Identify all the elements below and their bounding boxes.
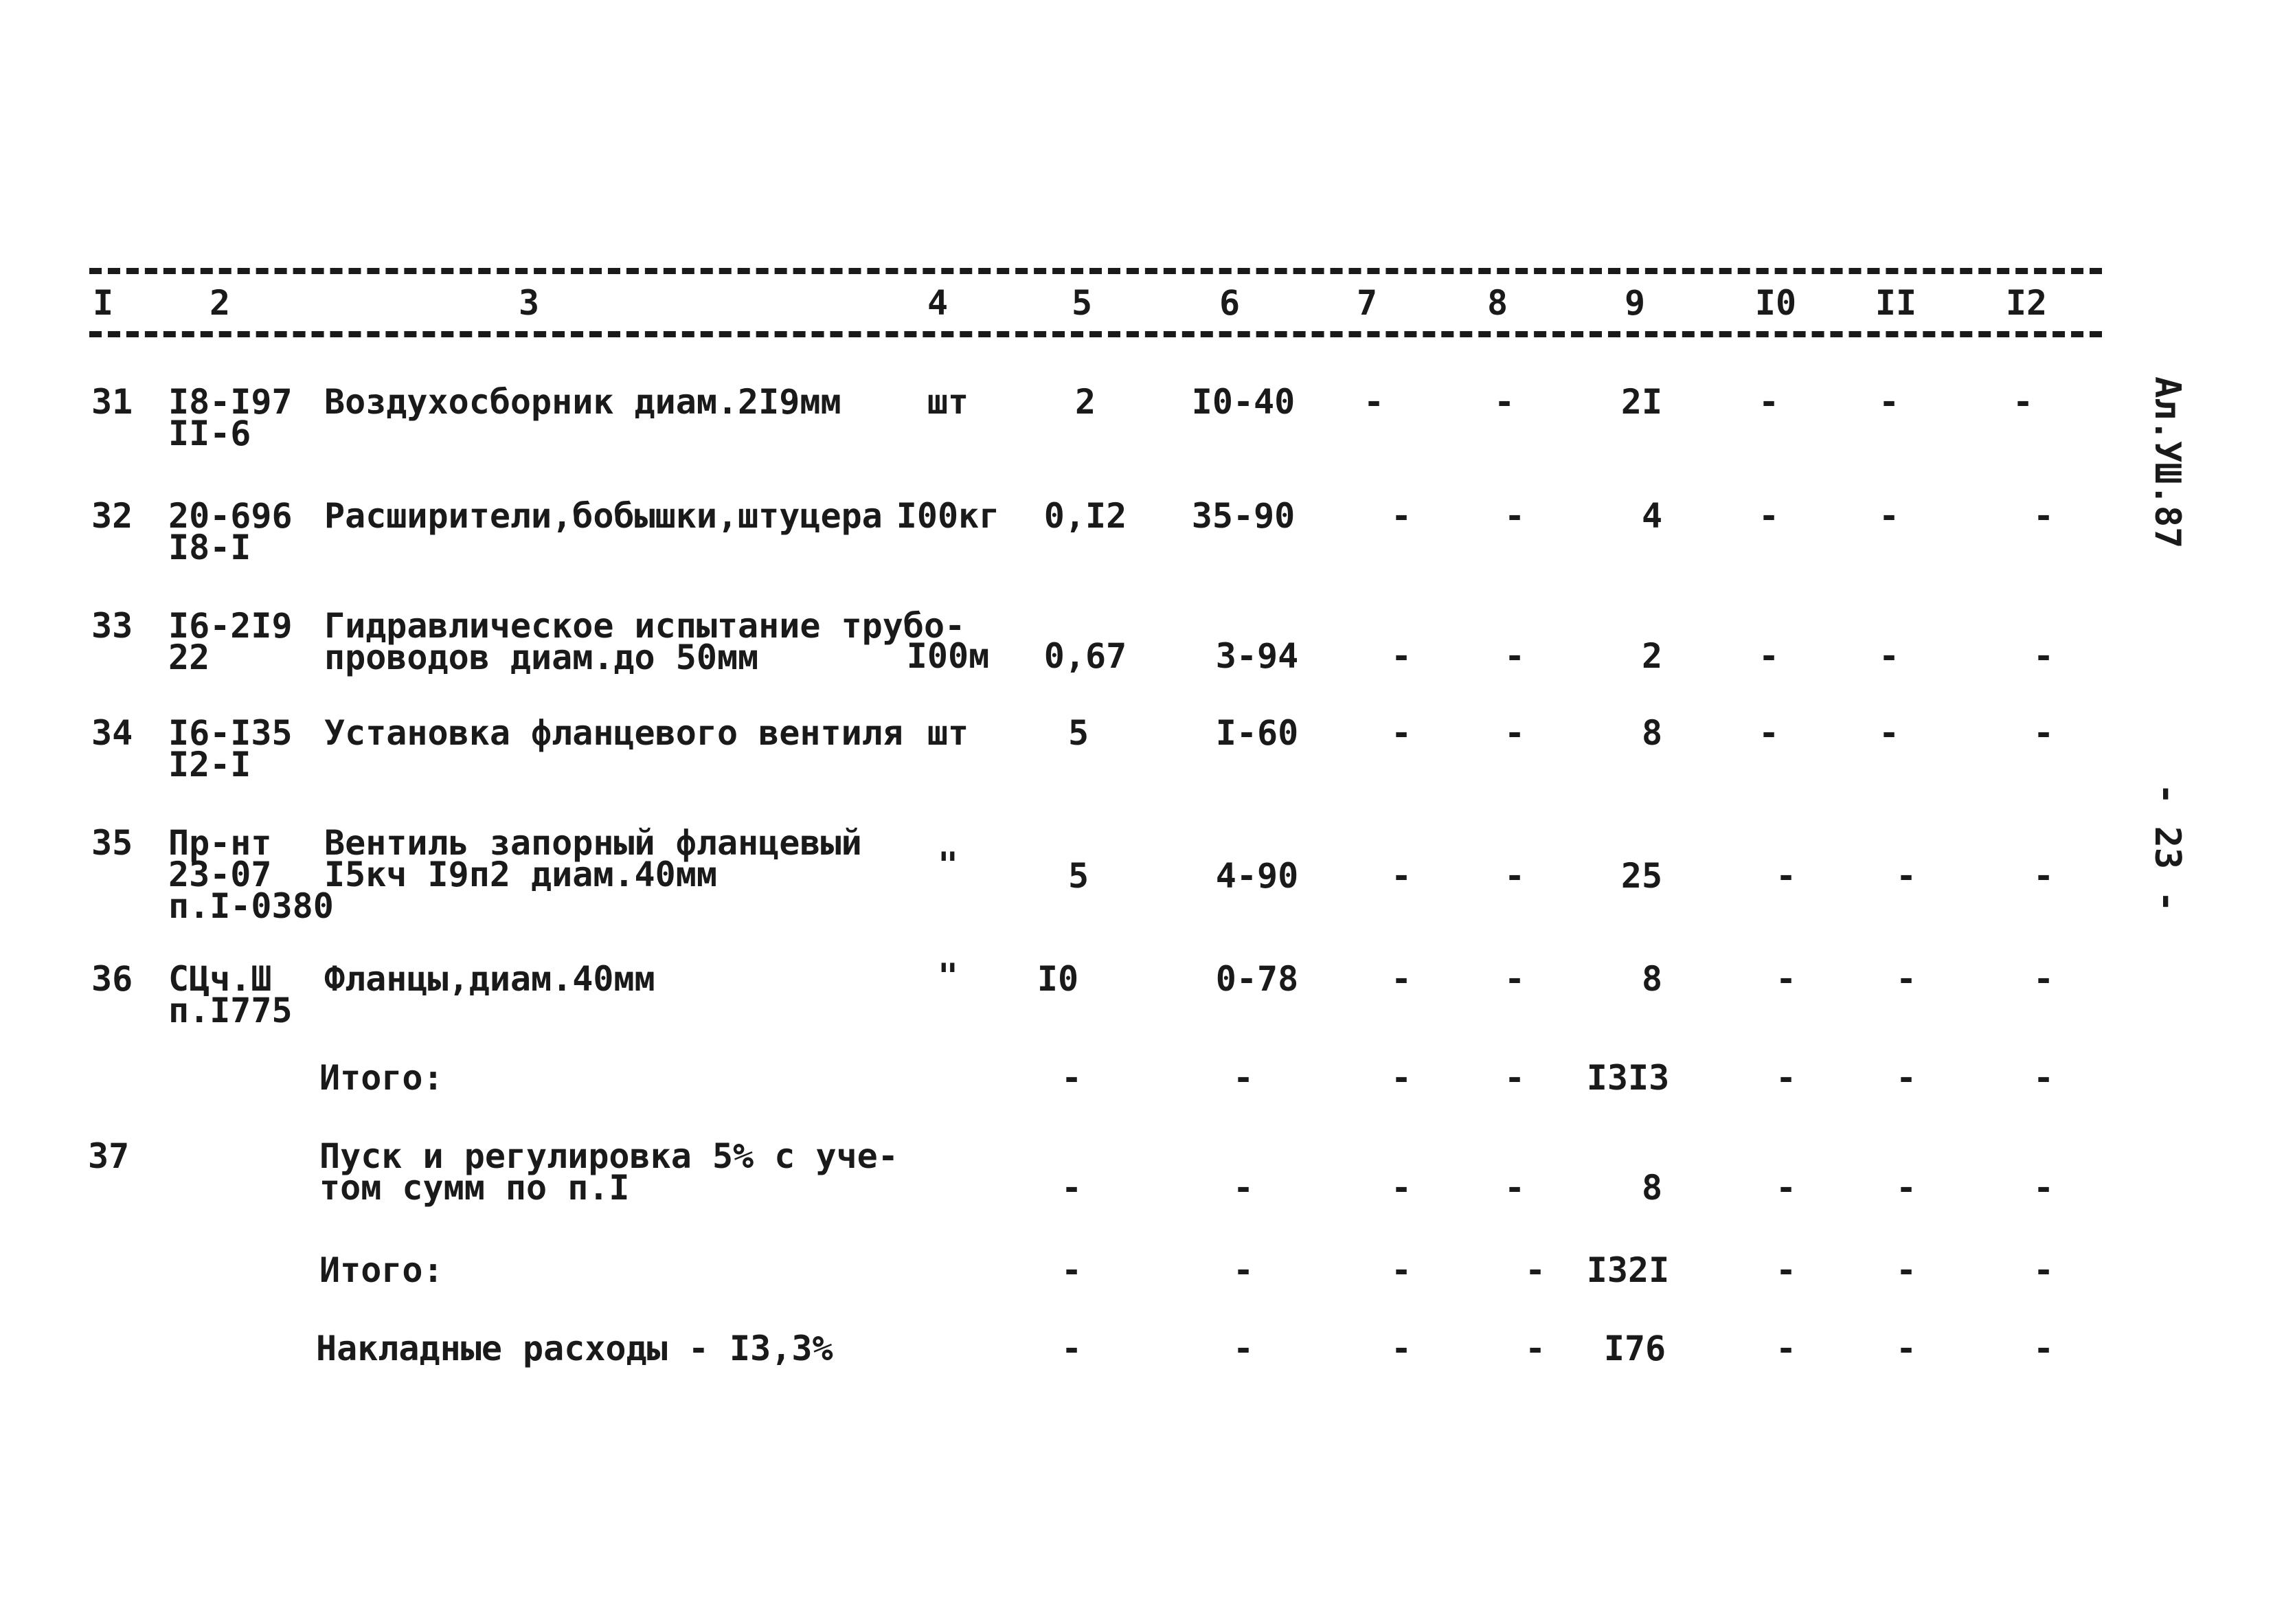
row-number: 32 [91, 496, 133, 536]
row-col12: - [2033, 856, 2055, 896]
row-col6: - [1232, 1168, 1254, 1208]
total-col9: I32I [1586, 1250, 1670, 1290]
code-line: I8-I97 [168, 382, 293, 422]
col-header-4: 4 [927, 283, 949, 323]
total-col12: - [2033, 1250, 2055, 1290]
total-label: Итого: [319, 1250, 444, 1290]
row-col8: - [1504, 713, 1526, 753]
subtotal-col5: - [1061, 1058, 1083, 1098]
row-price: 3-94 [1215, 636, 1299, 676]
col-header-3: 3 [518, 283, 540, 323]
row-col12: - [2033, 959, 2055, 999]
col-header-8: 8 [1486, 283, 1508, 323]
name-line: Вентиль запорный фланцевый [324, 823, 862, 863]
code-line: 20-696 [168, 496, 293, 536]
row-name [324, 823, 862, 894]
overhead-col7: - [1390, 1329, 1412, 1368]
total-col6: - [1232, 1250, 1254, 1290]
row-col10: - [1758, 496, 1780, 536]
row-qty: I0 [1037, 959, 1079, 999]
row-col10: - [1775, 1168, 1797, 1208]
row-price: 0-78 [1215, 959, 1299, 999]
row-name [324, 382, 841, 422]
subtotal-col7: - [1390, 1058, 1412, 1098]
row-col5: - [1061, 1168, 1083, 1208]
row-qty: 0,I2 [1043, 496, 1127, 536]
row-name [324, 713, 903, 753]
subtotal-col10: - [1775, 1058, 1797, 1098]
code-line: I6-I35 [168, 713, 293, 753]
row-col9: 2 [1641, 636, 1663, 676]
subtotal-label: Итого: [319, 1058, 444, 1098]
row-code [168, 959, 293, 1030]
row-col8: - [1504, 636, 1526, 676]
page-number: - 23 - [2147, 783, 2188, 912]
row-number: 37 [88, 1136, 130, 1176]
col-header-6: 6 [1219, 283, 1241, 323]
row-col12: - [2033, 636, 2055, 676]
col-header-5: 5 [1071, 283, 1093, 323]
row-col7: - [1390, 1168, 1412, 1208]
name-line: Фланцы,диам.40мм [324, 959, 655, 999]
total-col8: - [1524, 1250, 1546, 1290]
row-number: 35 [91, 823, 133, 863]
total-col5: - [1061, 1250, 1083, 1290]
row-col8: - [1504, 1168, 1526, 1208]
code-line: п.I775 [168, 991, 293, 1030]
row-col7: - [1390, 713, 1412, 753]
row-qty: 5 [1067, 713, 1089, 753]
subtotal-col11: - [1895, 1058, 1917, 1098]
row-unit: " [937, 845, 959, 885]
row-number: 31 [91, 382, 133, 422]
code-line: 22 [168, 638, 210, 677]
code-line: Пр-нт [168, 823, 272, 863]
row-name [324, 959, 655, 999]
row-col7: - [1390, 496, 1412, 536]
col-header-1: I [92, 283, 114, 323]
row-col12: - [2033, 1168, 2055, 1208]
row-price: I0-40 [1191, 382, 1296, 422]
row-col11: - [1878, 496, 1900, 536]
name-line: Воздухосборник диам.2I9мм [324, 382, 841, 422]
header-top-rule [89, 268, 2102, 274]
row-number: 33 [91, 606, 133, 646]
name-line: том сумм по п.I [319, 1168, 630, 1208]
total-col10: - [1775, 1250, 1797, 1290]
col-header-12: I2 [2005, 283, 2048, 323]
row-col8: - [1504, 496, 1526, 536]
name-line: Гидравлическое испытание трубо- [324, 606, 966, 646]
row-name [324, 606, 966, 677]
row-unit: I00кг [896, 496, 1000, 536]
row-unit: шт [927, 713, 969, 753]
row-col9: 8 [1641, 713, 1663, 753]
row-col10: - [1758, 382, 1780, 422]
col-header-7: 7 [1356, 283, 1378, 323]
row-col8: - [1504, 959, 1526, 999]
row-col7: - [1363, 382, 1385, 422]
row-col11: - [1878, 636, 1900, 676]
row-code [168, 606, 293, 677]
row-col9: 8 [1641, 1168, 1663, 1208]
row-col11: - [1895, 856, 1917, 896]
code-line: СЦч.Ш [168, 959, 272, 999]
row-col8: - [1504, 856, 1526, 896]
row-qty: 0,67 [1043, 636, 1127, 676]
code-line: 23-07 [168, 855, 272, 894]
row-col9: 2I [1620, 382, 1663, 422]
overhead-col10: - [1775, 1329, 1797, 1368]
total-col7: - [1390, 1250, 1412, 1290]
name-line: проводов диам.до 50мм [324, 638, 759, 677]
row-col8: - [1493, 382, 1515, 422]
row-col9: 4 [1641, 496, 1663, 536]
row-price: I-60 [1215, 713, 1299, 753]
row-col9: 8 [1641, 959, 1663, 999]
overhead-col6: - [1232, 1329, 1254, 1368]
code-line: II-6 [168, 414, 251, 453]
subtotal-col9: I3I3 [1586, 1058, 1670, 1098]
row-col12: - [2012, 382, 2034, 422]
name-line: Установка фланцевого вентиля [324, 713, 903, 753]
subtotal-col6: - [1232, 1058, 1254, 1098]
row-col12: - [2033, 713, 2055, 753]
row-col7: - [1390, 959, 1412, 999]
row-code [168, 713, 293, 785]
name-line: Расширители,бобышки,штуцера [324, 496, 883, 536]
col-header-10: I0 [1754, 283, 1797, 323]
code-line: п.I-0380 [168, 886, 334, 926]
name-line: Пуск и регулировка 5% с уче- [319, 1136, 898, 1176]
col-header-2: 2 [209, 283, 231, 323]
row-code [168, 823, 334, 926]
row-col10: - [1775, 959, 1797, 999]
code-line: I8-I [168, 528, 251, 567]
overhead-col11: - [1895, 1329, 1917, 1368]
col-header-11: II [1875, 283, 1917, 323]
overhead-label: Накладные расходы - I3,3% [316, 1329, 833, 1368]
subtotal-col8: - [1504, 1058, 1526, 1098]
row-number: 36 [91, 959, 133, 999]
overhead-col8: - [1524, 1329, 1546, 1368]
row-col12: - [2033, 496, 2055, 536]
row-unit: I00м [906, 636, 990, 676]
row-col7: - [1390, 856, 1412, 896]
row-price: 4-90 [1215, 856, 1299, 896]
row-price: 35-90 [1191, 496, 1296, 536]
row-col11: - [1878, 713, 1900, 753]
row-col7: - [1390, 636, 1412, 676]
row-col11: - [1895, 1168, 1917, 1208]
row-code [168, 496, 293, 567]
name-line: I5кч I9п2 диам.40мм [324, 855, 717, 894]
row-number: 34 [91, 713, 133, 753]
col-header-9: 9 [1624, 283, 1646, 323]
row-name [324, 496, 883, 536]
code-line: I2-I [168, 745, 251, 785]
row-qty: 5 [1067, 856, 1089, 896]
row-qty: 2 [1074, 382, 1096, 422]
overhead-col9: I76 [1603, 1329, 1666, 1368]
album-reference: Ал.УШ.87 [2147, 376, 2188, 549]
overhead-col5: - [1061, 1329, 1083, 1368]
row-unit: шт [927, 382, 969, 422]
row-unit: " [937, 956, 959, 996]
row-col10: - [1775, 856, 1797, 896]
total-col11: - [1895, 1250, 1917, 1290]
code-line: I6-2I9 [168, 606, 293, 646]
subtotal-col12: - [2033, 1058, 2055, 1098]
row-code [168, 382, 293, 453]
overhead-col12: - [2033, 1329, 2055, 1368]
row-col10: - [1758, 713, 1780, 753]
row-name [319, 1136, 898, 1208]
row-col10: - [1758, 636, 1780, 676]
row-col11: - [1878, 382, 1900, 422]
header-bottom-rule [89, 331, 2102, 337]
row-col9: 25 [1620, 856, 1663, 896]
row-col11: - [1895, 959, 1917, 999]
